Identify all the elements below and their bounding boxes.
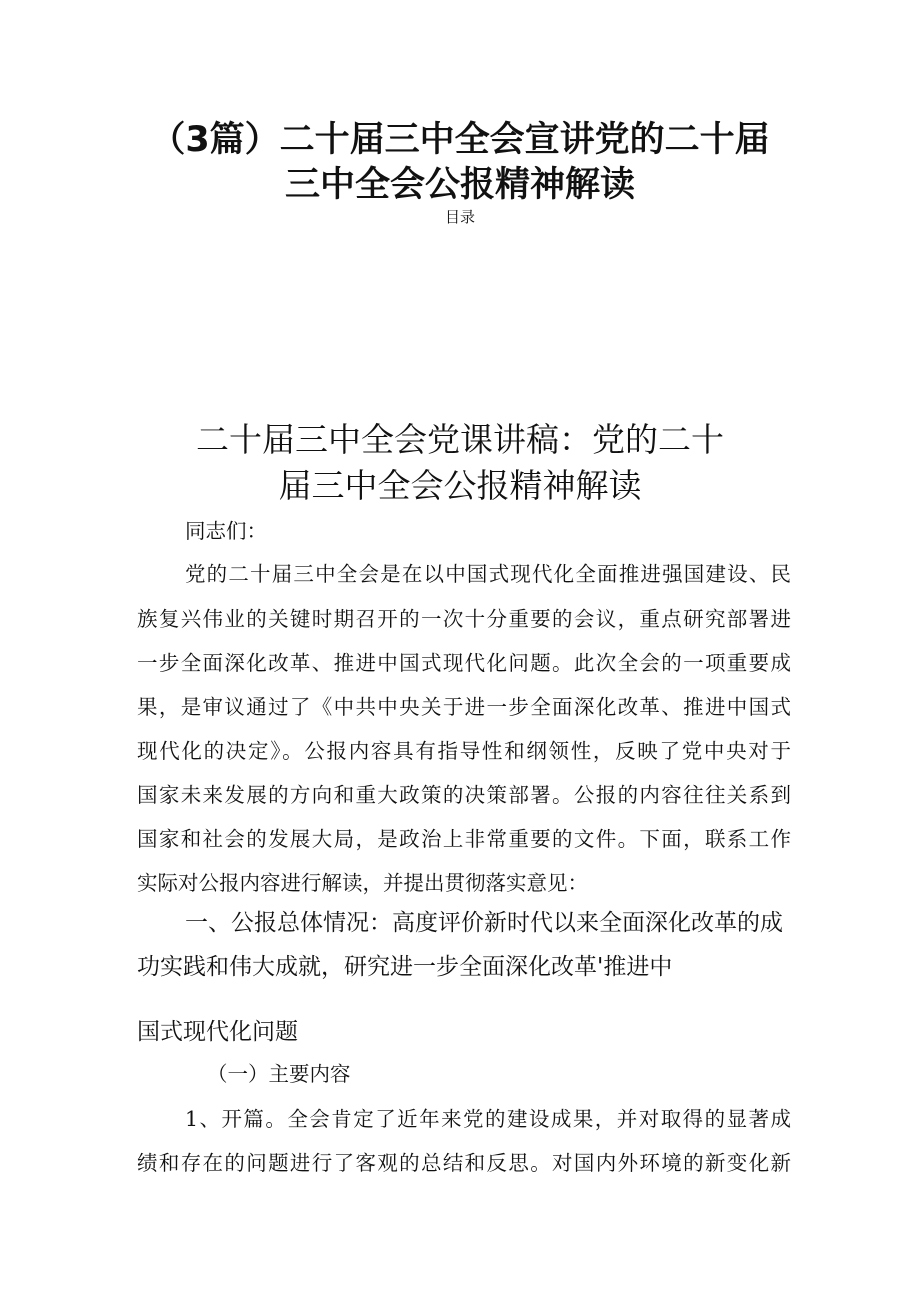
paragraph-line: 实际对公报内容进行解读，并提出贯彻落实意见： bbox=[137, 871, 588, 895]
section-heading-line-3: 国式现代化问题 bbox=[137, 1019, 298, 1045]
speech-title-line-2: 届三中全会公报精神解读 bbox=[278, 466, 642, 505]
paragraph-line: 国家未来发展的方向和重大政策的决策部署。公报的内容往往关系到 bbox=[137, 783, 791, 807]
section-heading-line-1: 一、公报总体情况：高度评价新时代以来全面深化改革的成 bbox=[185, 910, 783, 936]
section-heading-line-2: 功实践和伟大成就，研究进一步全面深化改革'推进中 bbox=[137, 954, 673, 980]
paragraph-line: 现代化的决定》。公报内容具有指导性和纲领性，反映了党中央对于 bbox=[137, 739, 791, 763]
paragraph-line: 1、开篇。全会肯定了近年来党的建设成果，并对取得的显著成 bbox=[185, 1107, 791, 1131]
speech-title-line-1: 二十届三中全会党课讲稿：党的二十 bbox=[196, 420, 724, 459]
paragraph-line: 绩和存在的问题进行了客观的总结和反思。对国内外环境的新变化新 bbox=[137, 1151, 791, 1175]
document-title-line-1: （3篇）二十届三中全会宣讲党的二十届 bbox=[150, 120, 770, 160]
paragraph-line: 族复兴伟业的关键时期召开的一次十分重要的会议，重点研究部署进 bbox=[137, 607, 791, 631]
subsection-heading: （一）主要内容 bbox=[207, 1062, 351, 1086]
paragraph-line: 国家和社会的发展大局，是政治上非常重要的文件。下面，联系工作 bbox=[137, 827, 791, 851]
document-title-line-2: 三中全会公报精神解读 bbox=[284, 165, 635, 205]
paragraph-line: 果，是审议通过了《中共中央关于进一步全面深化改革、推进中国式 bbox=[137, 695, 791, 719]
paragraph-line: 一步全面深化改革、推进中国式现代化问题。此次全会的一项重要成 bbox=[137, 651, 791, 675]
paragraph-line: 党的二十届三中全会是在以中国式现代化全面推进强国建设、民 bbox=[185, 562, 791, 586]
toc-label: 目录 bbox=[444, 208, 475, 226]
salutation: 同志们： bbox=[185, 519, 267, 543]
